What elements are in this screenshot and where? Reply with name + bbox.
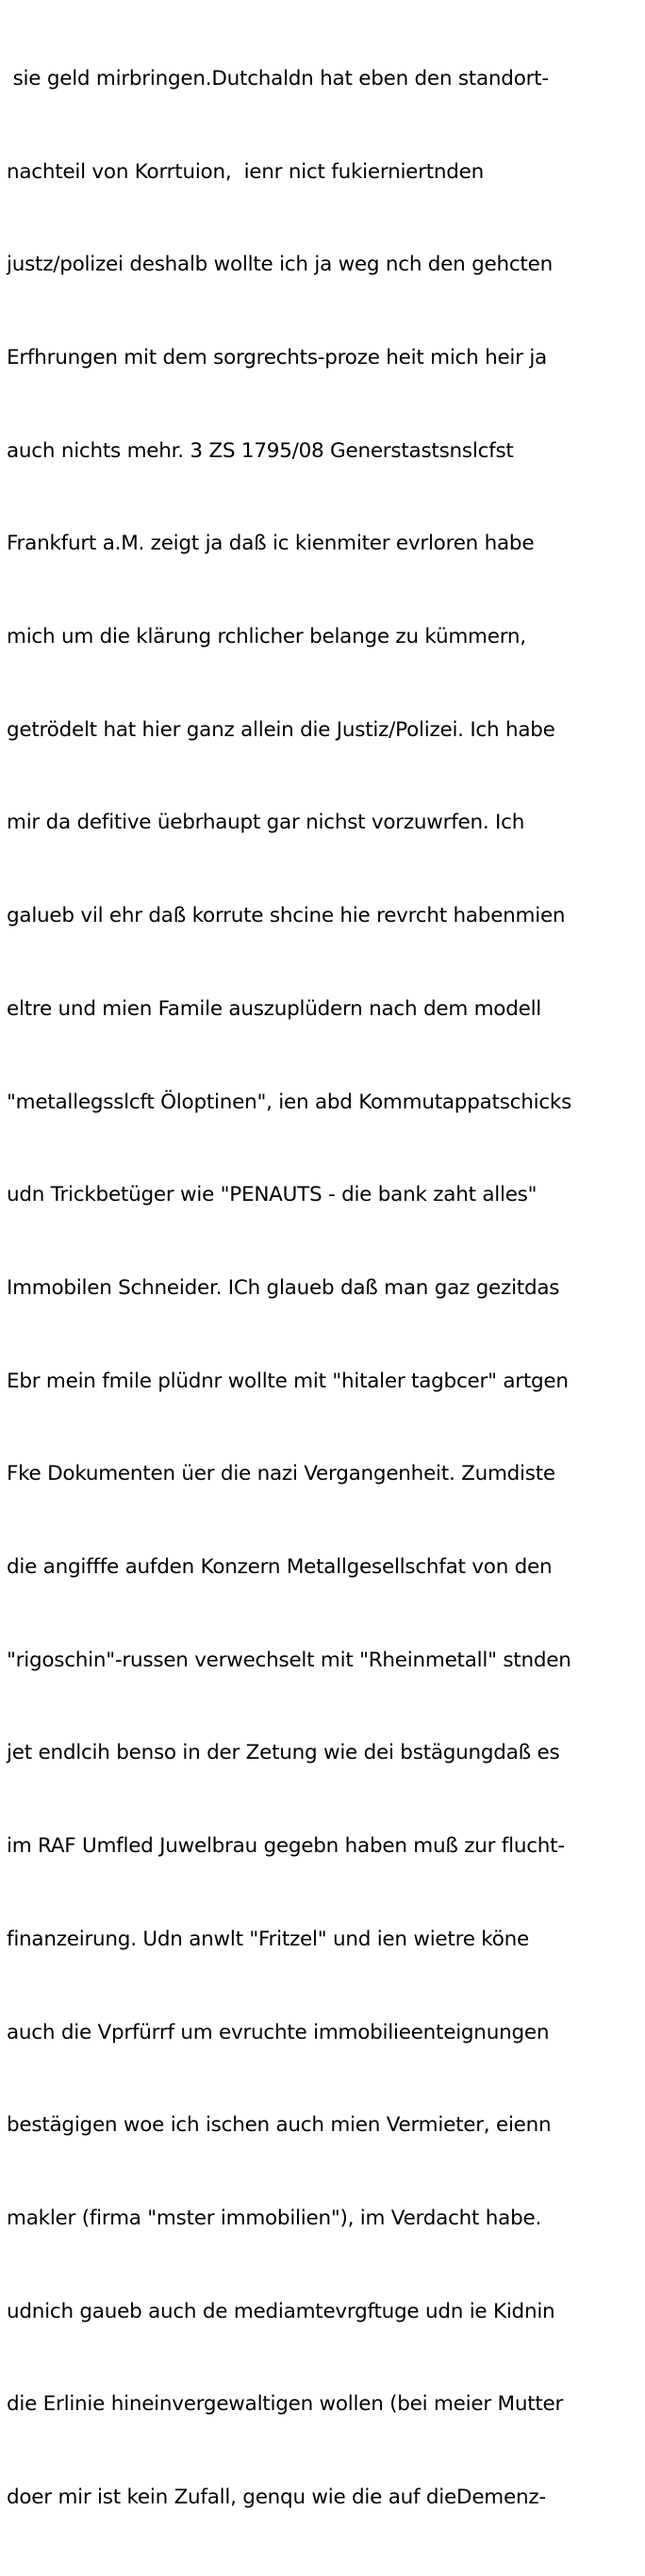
text-line: Fke Dokumenten üer die nazi Vergangenheit. Zumdiste bbox=[7, 1462, 555, 1486]
text-line: die Erlinie hineinvergewaltigen wollen (bei meier Mutter bbox=[7, 2392, 564, 2417]
text-line: sie geld mirbringen.Dutchaldn hat eben den standort- bbox=[7, 66, 549, 90]
text-line: justz/polizei deshalb wollte ich ja weg nch den gehcten bbox=[7, 253, 553, 277]
text-line: makler (firma "mster immobilien"), im Verdacht habe. bbox=[7, 2206, 542, 2230]
text-line: mich um die klärung rchlicher belange zu kümmern, bbox=[7, 625, 526, 649]
text-line: auch die Vprfürrf um evruchte immobilieenteignungen bbox=[7, 2020, 550, 2044]
text-line: jet endlcih benso in der Zetung wie dei bstägungdaß es bbox=[7, 1741, 560, 1765]
text-line: doer mir ist kein Zufall, genqu wie die auf dieDemenz- bbox=[7, 2486, 546, 2510]
text-line: bestägigen woe ich ischen auch mien Vermieter, eienn bbox=[7, 2113, 552, 2138]
text-line: nachteil von Korrtuion, ienr nict fukierniertnden bbox=[7, 159, 485, 184]
text-line: "metallegsslcft Öloptinen", ien abd Kommutappatschicks bbox=[7, 1090, 572, 1114]
text-line: auch nichts mehr. 3 ZS 1795/08 Generstastsnslcfst bbox=[7, 438, 514, 463]
text-line: udnich gaueb auch de mediamtevrgftuge udn ie Kidnin bbox=[7, 2299, 555, 2323]
text-line: eltre und mien Famile auszuplüdern nach dem modell bbox=[7, 996, 542, 1021]
text-line: finanzeirung. Udn anwlt "Fritzel" und ien wietre köne bbox=[7, 1927, 529, 1951]
text-line: im RAF Umfled Juwelbrau gegebn haben muß zur flucht- bbox=[7, 1834, 565, 1859]
text-line: mir da defitive üebrhaupt gar nichst vorzuwrfen. Ich bbox=[7, 811, 525, 835]
text-line: getrödelt hat hier ganz allein die Justiz/Polizei. Ich habe bbox=[7, 717, 555, 742]
text-line: Immobilen Schneider. ICh glaueb daß man gaz gezitdas bbox=[7, 1275, 560, 1300]
text-line: Erfhrungen mit dem sorgrechts-proze heit mich heir ja bbox=[7, 345, 547, 369]
text-line: Frankfurt a.M. zeigt ja daß ic kienmiter evrloren habe bbox=[7, 532, 535, 556]
text-line: Ebr mein fmile plüdnr wollte mit "hitaler tagbcer" artgen bbox=[7, 1369, 569, 1393]
text-line: "rigoschin"-russen verwechselt mit "Rheinmetall" stnden bbox=[7, 1648, 571, 1672]
text-line: galueb vil ehr daß korrute shcine hie revrcht habenmien bbox=[7, 904, 566, 928]
text-line: udn Trickbetüger wie "PENAUTS - die bank zaht alles" bbox=[7, 1183, 538, 1207]
text-line: die angifffe aufden Konzern Metallgesellschfat von den bbox=[7, 1555, 553, 1580]
document-text bbox=[7, 2, 644, 2576]
